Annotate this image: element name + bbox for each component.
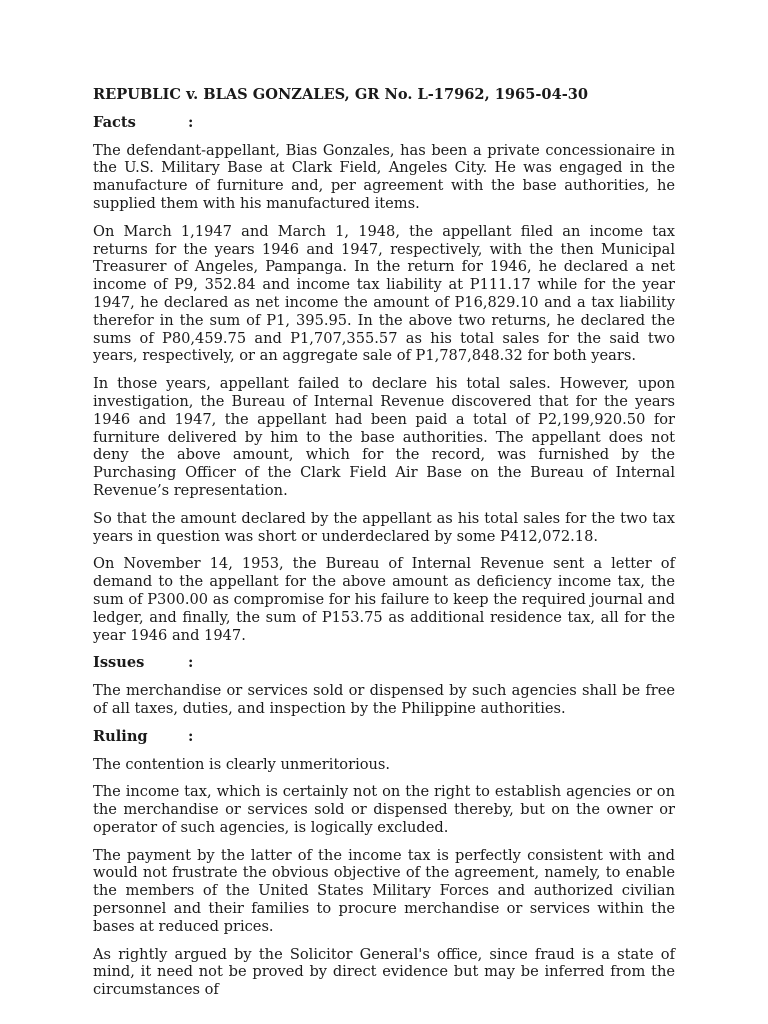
paragraph: The contention is clearly unmeritorious. bbox=[93, 755, 391, 773]
section-heading-colon: : bbox=[188, 727, 194, 745]
section-heading-colon: : bbox=[188, 113, 194, 131]
section-heading-colon: : bbox=[188, 654, 194, 672]
section-heading-label: Facts bbox=[93, 113, 136, 131]
section-heading-label: Issues bbox=[93, 654, 145, 672]
paragraph: The income tax, which is certainly not on the right to establish agencies or on the merchandise or services sold or dispensed thereby, but on the owner or operator of such agencies, is logically excluded. bbox=[93, 783, 675, 836]
paragraph: The defendant-appellant, Bias Gonzales, has been a private concessionaire in the U.S. Military Base at Clark Field, Angeles City. He was engaged in the manufacture of furniture and, per agreement with the base authorities, he supplied them with his manufactured items. bbox=[93, 141, 675, 212]
section-heading-label: Ruling bbox=[93, 727, 148, 745]
section-heading-facts bbox=[93, 114, 675, 132]
document-title: REPUBLIC v. BLAS GONZALES, GR No. L-17962, 1965-04-30 bbox=[93, 86, 589, 103]
paragraph: So that the amount declared by the appellant as his total sales for the two tax years in question was short or underdeclared by some P412,072.18. bbox=[93, 509, 675, 545]
paragraph: On November 14, 1953, the Bureau of Internal Revenue sent a letter of demand to the appellant for the above amount as deficiency income tax, the sum of P300.00 as compromise for his failure to keep the required journal and ledger, and finally, the sum of P153.75 as additional residence tax, all for the year 1946 and 1947. bbox=[93, 555, 675, 644]
paragraph: The payment by the latter of the income tax is perfectly consistent with and would not frustrate the obvious objective of the agreement, namely, to enable the members of the United States Military Forces and authorized civilian personnel and their families to procure merchandise or services within the bases at reduced prices. bbox=[93, 846, 675, 935]
document-page bbox=[93, 86, 675, 1009]
paragraph: The merchandise or services sold or dispensed by such agencies shall be free of all taxes, duties, and inspection by the Philippine authorities. bbox=[93, 682, 675, 717]
paragraph: In those years, appellant failed to declare his total sales. However, upon investigation, the Bureau of Internal Revenue discovered that for the years 1946 and 1947, the appellant had been paid a total of P2,199,920.50 for furniture delivered by him to the base authorities. The appellant does not deny the above amount, which for the record, was furnished by the Purchasing Officer of the Clark Field Air Base on the Bureau of Internal Revenue’s representation. bbox=[93, 375, 675, 499]
section-heading-issues bbox=[93, 654, 675, 672]
paragraph: As rightly argued by the Solicitor General's office, since fraud is a state of mind, it need not be proved by direct evidence but may be inferred from the circumstances of bbox=[93, 945, 675, 999]
paragraph: On March 1,1947 and March 1, 1948, the appellant filed an income tax returns for the years 1946 and 1947, respectively, with the then Municipal Treasurer of Angeles, Pampanga. In the return for 1946, he declared a net income of P9, 352.84 and income tax liability at P111.17 while for the year 1947, he declared as net income the amount of P16,829.10 and a tax liability therefor in the sum of P1, 395.95. In the above two returns, he declared the sums of P80,459.75 and P1,707,355.57 as his total sales for the said two years, respectively, or an aggregate sale of P1,787,848.32 for both years. bbox=[93, 222, 675, 365]
section-heading-ruling bbox=[93, 728, 675, 746]
